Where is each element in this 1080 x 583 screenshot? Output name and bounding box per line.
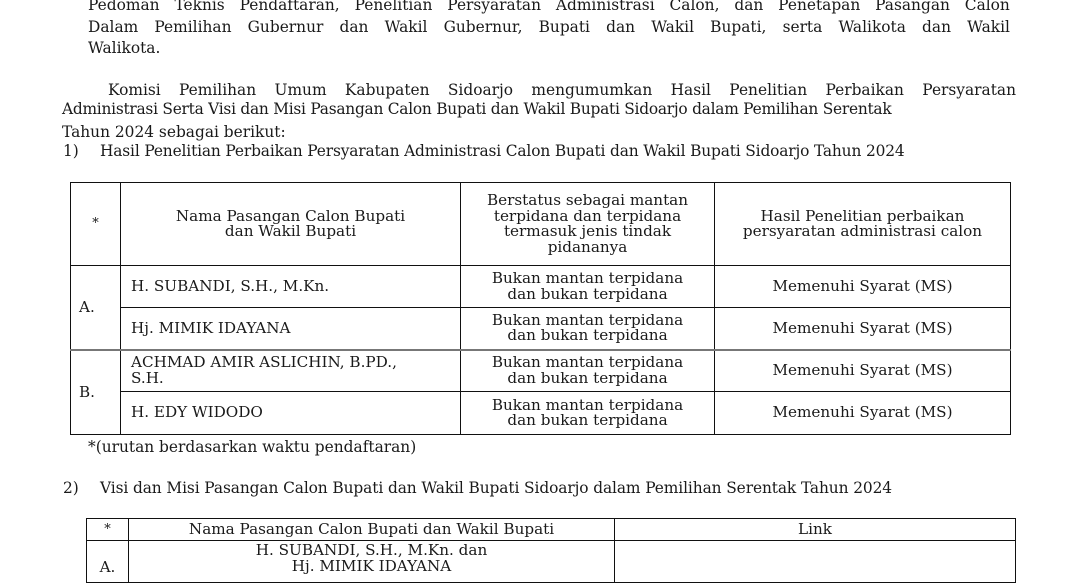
word: dan — [606, 18, 636, 36]
word: Persyaratan — [447, 0, 541, 14]
candidate-name: H. SUBANDI, S.H., M.Kn. — [121, 266, 461, 308]
table-footnote: *(urutan berdasarkan waktu pendaftaran) — [88, 438, 417, 456]
word: Penelitian — [354, 0, 433, 14]
word: Wakil — [967, 18, 1010, 36]
word: Kabupaten — [344, 81, 430, 99]
word: Pemilihan — [179, 81, 257, 99]
word: Administrasi — [555, 0, 655, 14]
word: Pendaftaran, — [239, 0, 340, 14]
section2-title: Visi dan Misi Pasangan Calon Bupati dan Wakil Bupati Sidoarjo dalam Pemilihan Serentak Tahun 2024 — [100, 479, 892, 497]
word: Sidoarjo — [447, 81, 514, 99]
word: dan — [922, 18, 951, 36]
word: Persyaratan — [922, 81, 1016, 99]
candidate-result: Memenuhi Syarat (MS) — [715, 350, 1011, 392]
paragraph-line-3: Tahun 2024 sebagai berikut: — [62, 123, 286, 141]
candidate-result: Memenuhi Syarat (MS) — [715, 392, 1011, 435]
word: Umum — [274, 81, 327, 99]
section1-number: 1) — [63, 142, 79, 160]
word: Teknis — [174, 0, 225, 14]
word: dan — [339, 18, 369, 36]
word: Dalam — [88, 18, 139, 36]
group-label: B. — [71, 350, 121, 435]
word: Hasil — [670, 81, 711, 99]
candidate-status: Bukan mantan terpidana dan bukan terpidana — [461, 308, 715, 350]
word: dan — [734, 0, 764, 14]
table-row — [71, 308, 1011, 350]
word: mengumumkan — [531, 81, 653, 99]
word: Wakil — [384, 18, 428, 36]
section2-number: 2) — [63, 479, 79, 497]
candidate-status: Bukan mantan terpidana dan bukan terpidana — [461, 350, 715, 392]
header-order: * — [87, 519, 129, 541]
word: Calon — [964, 0, 1010, 14]
word: Perbaikan — [825, 81, 904, 99]
paragraph-line-2: Administrasi Serta Visi dan Misi Pasangan Calon Bupati dan Wakil Bupati Sidoarjo dalam Pemilihan Serentak — [62, 100, 892, 118]
word: Gubernur — [247, 18, 324, 36]
intro-line-1 — [88, 0, 1010, 14]
table-row — [71, 266, 1011, 308]
table-header-row — [87, 519, 1016, 541]
pair-link[interactable] — [615, 541, 1016, 583]
requirements-table — [70, 182, 1011, 435]
candidate-name: H. EDY WIDODO — [121, 392, 461, 435]
word: Pemilihan — [154, 18, 232, 36]
table-row — [71, 392, 1011, 435]
header-result: Hasil Penelitian perbaikan persyaratan administrasi calon — [715, 183, 1011, 266]
header-names: Nama Pasangan Calon Bupati dan Wakil Bupati — [121, 183, 461, 266]
vision-mission-table — [86, 518, 1016, 583]
table-row — [87, 541, 1016, 583]
word: Walikota — [838, 18, 906, 36]
table-header-row — [71, 183, 1011, 266]
intro-line-3: Walikota. — [88, 39, 161, 57]
candidate-status: Bukan mantan terpidana dan bukan terpidana — [461, 392, 715, 435]
word: Penetapan — [778, 0, 861, 14]
pair-label: A. — [87, 541, 129, 583]
candidate-status: Bukan mantan terpidana dan bukan terpidana — [461, 266, 715, 308]
candidate-result: Memenuhi Syarat (MS) — [715, 266, 1011, 308]
group-label: A. — [71, 266, 121, 350]
paragraph-line-1 — [108, 82, 1016, 99]
word: Pasangan — [875, 0, 950, 14]
table-row — [71, 350, 1011, 392]
word: Gubernur, — [443, 18, 523, 36]
word: Pedoman — [88, 0, 160, 14]
candidate-result: Memenuhi Syarat (MS) — [715, 308, 1011, 350]
word: Wakil — [651, 18, 695, 36]
header-order: * — [71, 183, 121, 266]
candidate-name: Hj. MIMIK IDAYANA — [121, 308, 461, 350]
header-status: Berstatus sebagai mantan terpidana dan terpidana termasuk jenis tindak pidananya — [461, 183, 715, 266]
pair-names: H. SUBANDI, S.H., M.Kn. dan Hj. MIMIK IDAYANA — [129, 541, 615, 583]
word: Bupati, — [710, 18, 767, 36]
intro-line-2 — [88, 19, 1010, 36]
word: Penelitian — [729, 81, 808, 99]
word: Komisi — [108, 81, 161, 99]
word: Calon, — [669, 0, 720, 14]
header-link: Link — [615, 519, 1016, 541]
word: Bupati — [538, 18, 590, 36]
header-names: Nama Pasangan Calon Bupati dan Wakil Bupati — [129, 519, 615, 541]
word: serta — [782, 18, 823, 36]
candidate-name: ACHMAD AMIR ASLICHIN, B.PD., S.H. — [121, 350, 461, 392]
section1-title: Hasil Penelitian Perbaikan Persyaratan Administrasi Calon Bupati dan Wakil Bupati Sidoarjo Tahun 2024 — [100, 142, 905, 160]
